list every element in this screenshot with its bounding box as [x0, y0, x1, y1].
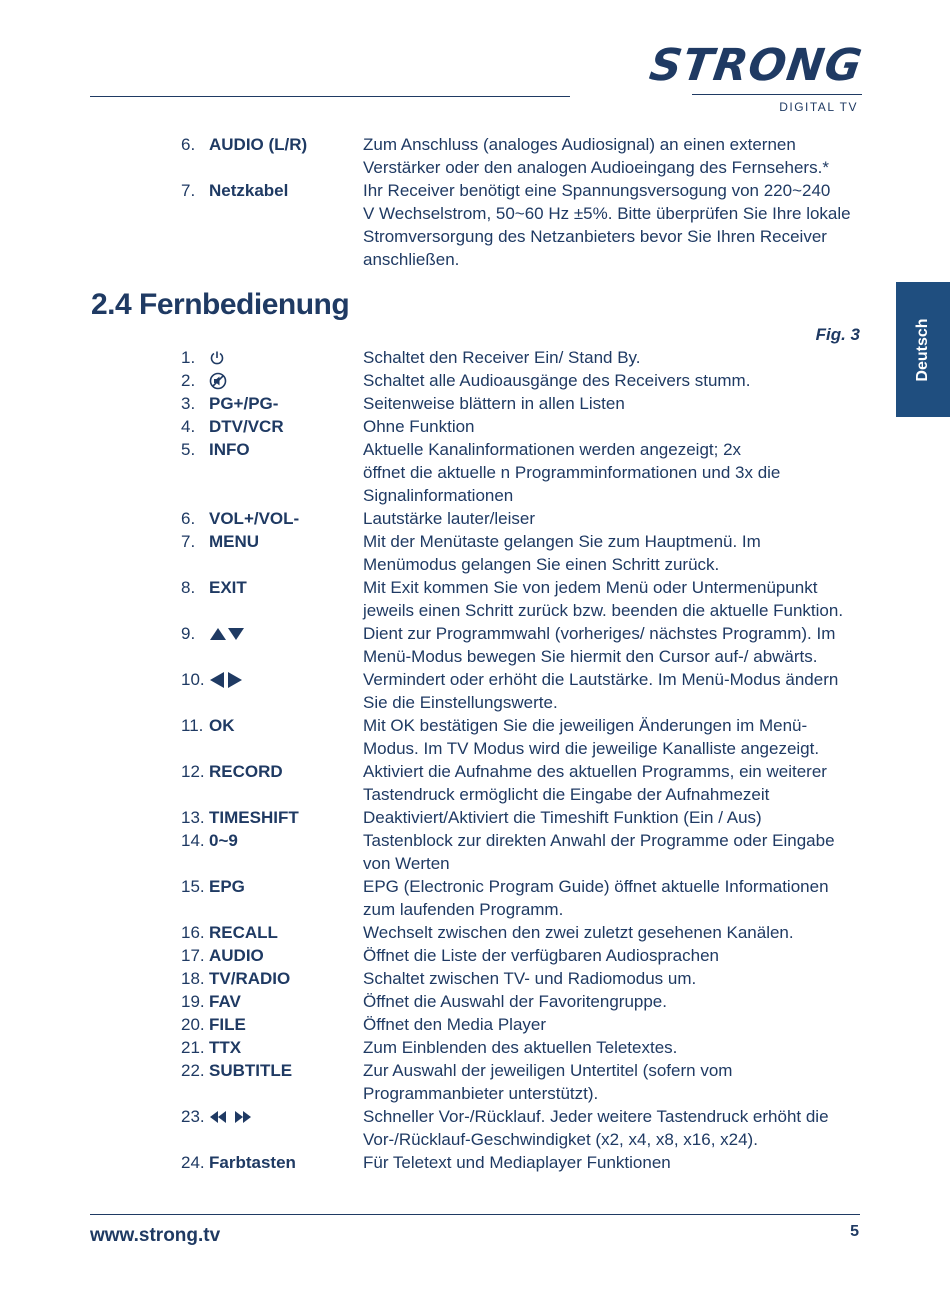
- item-description: [363, 530, 858, 576]
- item-number: 1.: [181, 348, 196, 367]
- description-line: Tastenblock zur direkten Anwahl der Programme oder Eingabe: [363, 831, 835, 850]
- item-number: 9.: [181, 624, 196, 643]
- description-line: Verstärker oder den analogen Audioeingang des Fernsehers.*: [363, 158, 829, 177]
- description-line: Öffnet die Liste der verfügbaren Audiosprachen: [363, 946, 719, 965]
- item-number: 12.: [181, 762, 205, 781]
- item-number: 17.: [181, 946, 205, 965]
- item-description: [363, 392, 858, 415]
- description-line: Menü-Modus bewegen Sie hiermit den Cursor auf-/ abwärts.: [363, 647, 818, 666]
- item-description: [363, 576, 858, 622]
- description-line: Mit OK bestätigen Sie die jeweiligen Änderungen im Menü-: [363, 716, 808, 735]
- item-label: EPG: [209, 877, 245, 896]
- item-number: 5.: [181, 440, 196, 459]
- description-line: Zur Auswahl der jeweiligen Untertitel (sofern vom: [363, 1061, 733, 1080]
- description-line: jeweils einen Schritt zurück bzw. beenden die aktuelle Funktion.: [363, 601, 844, 620]
- item-number: 3.: [181, 394, 196, 413]
- item-number: 23.: [181, 1107, 205, 1126]
- description-line: Für Teletext und Mediaplayer Funktionen: [363, 1153, 671, 1172]
- language-tab: [896, 282, 950, 417]
- description-line: von Werten: [363, 854, 450, 873]
- item-description: [363, 714, 858, 760]
- item-description: [363, 921, 858, 944]
- item-label: PG+/PG-: [209, 394, 279, 413]
- description-line: Ihr Receiver benötigt eine Spannungsversogung von 220~240: [363, 181, 831, 200]
- footer-url: www.strong.tv: [90, 1225, 221, 1246]
- description-line: Öffnet den Media Player: [363, 1015, 547, 1034]
- description-line: Mit der Menütaste gelangen Sie zum Hauptmenü. Im: [363, 532, 761, 551]
- item-description: [363, 1105, 858, 1151]
- up-down-arrows-icon: [209, 625, 245, 648]
- item-number: 15.: [181, 877, 205, 896]
- description-line: Öffnet die Auswahl der Favoritengruppe.: [363, 992, 667, 1011]
- description-line: Sie die Einstellungswerte.: [363, 693, 558, 712]
- description-line: Aktiviert die Aufnahme des aktuellen Programms, ein weiterer: [363, 762, 827, 781]
- logo-rule: [692, 94, 862, 95]
- item-number: 13.: [181, 808, 205, 827]
- page-number: 5: [850, 1223, 859, 1240]
- item-description: [363, 622, 858, 668]
- left-right-arrows-icon: [209, 671, 243, 695]
- item-description: [363, 133, 858, 179]
- header-rule: [90, 96, 570, 97]
- item-number: 7.: [181, 181, 196, 200]
- brand-subtitle: DIGITAL TV: [779, 100, 858, 114]
- brand-name: STRONG: [646, 40, 866, 91]
- description-line: Schaltet zwischen TV- und Radiomodus um.: [363, 969, 697, 988]
- item-label: RECORD: [209, 762, 283, 781]
- item-label: AUDIO (L/R): [209, 135, 308, 154]
- description-line: Aktuelle Kanalinformationen werden angezeigt; 2x: [363, 440, 742, 459]
- description-line: Wechselt zwischen den zwei zuletzt gesehenen Kanälen.: [363, 923, 794, 942]
- description-line: Schaltet den Receiver Ein/ Stand By.: [363, 348, 641, 367]
- item-label: INFO: [209, 440, 250, 459]
- item-description: [363, 668, 858, 714]
- description-line: Ohne Funktion: [363, 417, 475, 436]
- item-description: [363, 438, 858, 507]
- item-label: DTV/VCR: [209, 417, 284, 436]
- item-description: [363, 415, 858, 438]
- item-label: OK: [209, 716, 235, 735]
- section-title: 2.4 Fernbedienung: [91, 288, 350, 321]
- item-label: AUDIO: [209, 946, 264, 965]
- item-description: [363, 1013, 858, 1036]
- description-line: Lautstärke lauter/leiser: [363, 509, 535, 528]
- item-label: SUBTITLE: [209, 1061, 293, 1080]
- item-description: [363, 806, 858, 829]
- item-label: EXIT: [209, 578, 247, 597]
- item-label: TV/RADIO: [209, 969, 291, 988]
- description-line: Zum Anschluss (analoges Audiosignal) an einen externen: [363, 135, 796, 154]
- item-label: TIMESHIFT: [209, 808, 299, 827]
- item-label: FAV: [209, 992, 241, 1011]
- item-number: 10.: [181, 670, 205, 689]
- item-description: [363, 967, 858, 990]
- description-line: Signalinformationen: [363, 486, 514, 505]
- description-line: Programmanbieter unterstützt).: [363, 1084, 599, 1103]
- item-label: Farbtasten: [209, 1153, 296, 1172]
- item-label: RECALL: [209, 923, 278, 942]
- description-line: Stromversorgung des Netzanbieters bevor Sie Ihren Receiver: [363, 227, 827, 246]
- description-line: Zum Einblenden des aktuellen Teletextes.: [363, 1038, 678, 1057]
- item-number: 6.: [181, 135, 196, 154]
- item-description: [363, 369, 858, 392]
- item-number: 7.: [181, 532, 196, 551]
- item-number: 6.: [181, 509, 196, 528]
- item-number: 8.: [181, 578, 196, 597]
- description-line: zum laufenden Programm.: [363, 900, 564, 919]
- description-line: Schneller Vor-/Rücklauf. Jeder weitere Tastendruck erhöht die: [363, 1107, 829, 1126]
- item-description: [363, 944, 858, 967]
- item-number: 2.: [181, 371, 196, 390]
- description-line: Menümodus gelangen Sie einen Schritt zurück.: [363, 555, 720, 574]
- item-number: 22.: [181, 1061, 205, 1080]
- item-description: [363, 760, 858, 806]
- item-label: VOL+/VOL-: [209, 509, 300, 528]
- item-number: 19.: [181, 992, 205, 1011]
- strong-logo: [612, 40, 866, 120]
- item-description: [363, 1036, 858, 1059]
- language-tab-label: Deutsch: [914, 317, 931, 382]
- figure-label: Fig. 3: [815, 325, 860, 344]
- item-description: [363, 875, 858, 921]
- item-number: 4.: [181, 417, 196, 436]
- item-description: [363, 829, 858, 875]
- item-label: MENU: [209, 532, 260, 551]
- item-label: 0~9: [209, 831, 238, 850]
- item-description: [363, 179, 858, 271]
- item-number: 14.: [181, 831, 205, 850]
- description-line: EPG (Electronic Program Guide) öffnet aktuelle Informationen: [363, 877, 829, 896]
- item-description: [363, 346, 858, 369]
- item-label: FILE: [209, 1015, 246, 1034]
- description-line: Dient zur Programmwahl (vorheriges/ nächstes Programm). Im: [363, 624, 836, 643]
- description-line: anschließen.: [363, 250, 460, 269]
- item-description: [363, 1059, 858, 1105]
- item-number: 16.: [181, 923, 205, 942]
- item-description: [363, 507, 858, 530]
- description-line: Schaltet alle Audioausgänge des Receivers stumm.: [363, 371, 751, 390]
- item-label: TTX: [209, 1038, 242, 1057]
- description-line: Mit Exit kommen Sie von jedem Menü oder Untermenüpunkt: [363, 578, 818, 597]
- item-number: 18.: [181, 969, 205, 988]
- description-line: Tastendruck ermöglicht die Eingabe der Aufnahmezeit: [363, 785, 770, 804]
- item-number: 11.: [181, 716, 204, 735]
- description-line: Modus. Im TV Modus wird die jeweilige Kanalliste angezeigt.: [363, 739, 820, 758]
- power-icon: [209, 349, 225, 372]
- item-number: 24.: [181, 1153, 205, 1172]
- item-number: 21.: [181, 1038, 205, 1057]
- item-description: [363, 990, 858, 1013]
- footer-rule: [90, 1214, 860, 1215]
- item-description: [363, 1151, 858, 1174]
- description-line: V Wechselstrom, 50~60 Hz ±5%. Bitte überprüfen Sie Ihre lokale: [363, 204, 851, 223]
- rewind-forward-icon: [209, 1108, 253, 1131]
- item-number: 20.: [181, 1015, 205, 1034]
- description-line: Vermindert oder erhöht die Lautstärke. Im Menü-Modus ändern: [363, 670, 839, 689]
- item-label: Netzkabel: [209, 181, 289, 200]
- description-line: Seitenweise blättern in allen Listen: [363, 394, 625, 413]
- description-line: Vor-/Rücklauf-Geschwindigket (x2, x4, x8, x16, x24).: [363, 1130, 758, 1149]
- description-line: Deaktiviert/Aktiviert die Timeshift Funktion (Ein / Aus): [363, 808, 762, 827]
- description-line: öffnet die aktuelle n Programminformationen und 3x die: [363, 463, 781, 482]
